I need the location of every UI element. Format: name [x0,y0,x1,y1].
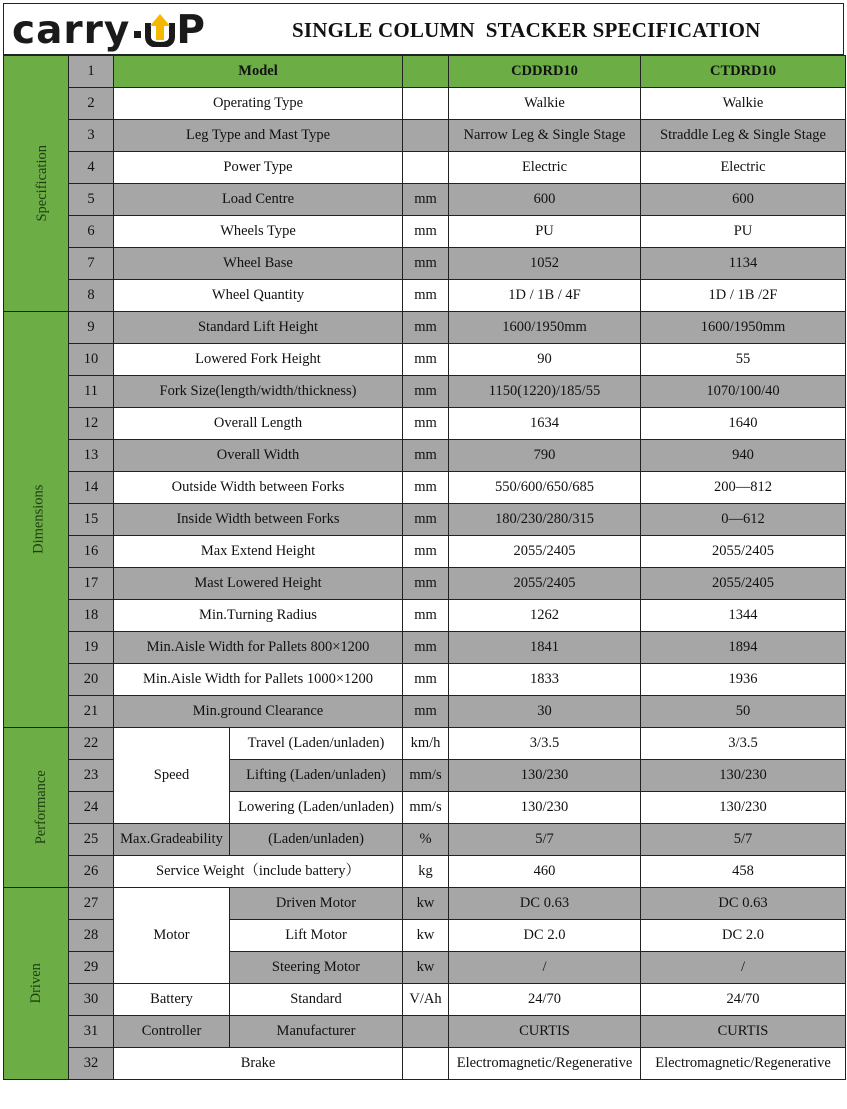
value-1: Electric [449,152,641,184]
row-label: Standard [230,984,403,1016]
row-number: 23 [69,760,114,792]
row-number: 19 [69,632,114,664]
value-1: 3/3.5 [449,728,641,760]
table-row [4,888,846,920]
row-number: 27 [69,888,114,920]
value-1: 1634 [449,408,641,440]
table-row [4,1016,846,1048]
row-label: Overall Length [114,408,403,440]
table-row [4,248,846,280]
row-label: Min.Aisle Width for Pallets 800×1200 [114,632,403,664]
value-1: DC 2.0 [449,920,641,952]
row-unit: mm [403,248,449,280]
table-row [4,600,846,632]
value-1: Electromagnetic/Regenerative [449,1048,641,1080]
row-label: Steering Motor [230,952,403,984]
section-specification: Specification [4,56,69,312]
table-row [4,216,846,248]
row-label: Outside Width between Forks [114,472,403,504]
value-2: Electromagnetic/Regenerative [641,1048,846,1080]
row-number: 6 [69,216,114,248]
model-2: CTDRD10 [641,56,846,88]
value-1: PU [449,216,641,248]
row-number: 8 [69,280,114,312]
row-number: 14 [69,472,114,504]
row-unit: mm [403,216,449,248]
table-row [4,696,846,728]
value-1: 2055/2405 [449,536,641,568]
value-2: 1936 [641,664,846,696]
value-2: 55 [641,344,846,376]
row-number: 15 [69,504,114,536]
group-max-gradeability: Max.Gradeability [114,824,230,856]
row-number: 10 [69,344,114,376]
value-2: 1640 [641,408,846,440]
value-2: 50 [641,696,846,728]
row-unit: mm [403,184,449,216]
value-1: 2055/2405 [449,568,641,600]
value-2: 1600/1950mm [641,312,846,344]
table-row [4,632,846,664]
row-unit [403,1016,449,1048]
table-row [4,472,846,504]
logo-dot [134,31,141,38]
row-label: Wheel Quantity [114,280,403,312]
row-unit: mm [403,536,449,568]
row-number: 1 [69,56,114,88]
value-1: 1D / 1B / 4F [449,280,641,312]
table-row [4,504,846,536]
row-number: 17 [69,568,114,600]
row-number: 30 [69,984,114,1016]
value-2: 600 [641,184,846,216]
row-number: 5 [69,184,114,216]
value-2: 1344 [641,600,846,632]
value-1: DC 0.63 [449,888,641,920]
row-unit: km/h [403,728,449,760]
value-1: 1600/1950mm [449,312,641,344]
row-label: Wheels Type [114,216,403,248]
value-1: Narrow Leg & Single Stage [449,120,641,152]
value-1: 1052 [449,248,641,280]
value-2: 1D / 1B /2F [641,280,846,312]
row-unit: mm [403,312,449,344]
table-row [4,536,846,568]
value-2: 200—812 [641,472,846,504]
row-number: 3 [69,120,114,152]
value-1: 1150(1220)/185/55 [449,376,641,408]
logo-up [145,7,206,53]
row-number: 28 [69,920,114,952]
value-2: CURTIS [641,1016,846,1048]
table-row [4,824,846,856]
table-row [4,568,846,600]
row-label: Min.Aisle Width for Pallets 1000×1200 [114,664,403,696]
group-battery: Battery [114,984,230,1016]
row-label: (Laden/unladen) [230,824,403,856]
section-driven: Driven [4,888,69,1080]
row-unit: V/Ah [403,984,449,1016]
table-row [4,344,846,376]
row-number: 26 [69,856,114,888]
table-row [4,1048,846,1080]
table-row [4,728,846,760]
row-unit: mm [403,344,449,376]
row-label: Leg Type and Mast Type [114,120,403,152]
value-2: 458 [641,856,846,888]
value-2: 3/3.5 [641,728,846,760]
table-row [4,440,846,472]
row-number: 16 [69,536,114,568]
value-2: DC 2.0 [641,920,846,952]
row-label: Standard Lift Height [114,312,403,344]
row-unit: mm/s [403,760,449,792]
value-2: Electric [641,152,846,184]
value-1: 460 [449,856,641,888]
row-label: Load Centre [114,184,403,216]
up-arrow-icon [145,13,175,47]
row-unit [403,120,449,152]
row-label: Driven Motor [230,888,403,920]
value-2: Walkie [641,88,846,120]
row-number: 29 [69,952,114,984]
spec-table [3,55,846,1080]
row-label: Fork Size(length/width/thickness) [114,376,403,408]
row-unit [403,1048,449,1080]
row-label: Power Type [114,152,403,184]
row-label: Lowered Fork Height [114,344,403,376]
row-unit: kw [403,920,449,952]
value-2: 130/230 [641,760,846,792]
page-header [3,3,844,55]
row-number: 12 [69,408,114,440]
row-unit: kw [403,888,449,920]
value-1: 5/7 [449,824,641,856]
row-label: Mast Lowered Height [114,568,403,600]
value-1: 790 [449,440,641,472]
row-label: Lowering (Laden/unladen) [230,792,403,824]
row-unit: mm [403,696,449,728]
model-1: CDDRD10 [449,56,641,88]
table-row [4,664,846,696]
row-label: Model [114,56,403,88]
row-number: 25 [69,824,114,856]
value-1: 130/230 [449,792,641,824]
row-label: Lifting (Laden/unladen) [230,760,403,792]
row-number: 13 [69,440,114,472]
logo-text-carry: carry [12,7,131,53]
value-1: 24/70 [449,984,641,1016]
row-unit: mm [403,600,449,632]
value-2: Straddle Leg & Single Stage [641,120,846,152]
row-number: 11 [69,376,114,408]
row-number: 20 [69,664,114,696]
row-unit: % [403,824,449,856]
row-label: Lift Motor [230,920,403,952]
row-unit: mm [403,504,449,536]
row-label: Min.ground Clearance [114,696,403,728]
value-1: 1841 [449,632,641,664]
row-unit: mm [403,440,449,472]
row-number: 2 [69,88,114,120]
table-row [4,56,846,88]
row-unit: mm [403,280,449,312]
row-unit [403,88,449,120]
value-1: 90 [449,344,641,376]
table-row [4,88,846,120]
row-label: Max Extend Height [114,536,403,568]
value-2: 1134 [641,248,846,280]
row-label: Service Weight（include battery） [114,856,403,888]
value-2: 2055/2405 [641,536,846,568]
row-label: Overall Width [114,440,403,472]
value-1: 550/600/650/685 [449,472,641,504]
row-unit: mm [403,664,449,696]
value-2: 0—612 [641,504,846,536]
value-1: 1833 [449,664,641,696]
value-2: 1894 [641,632,846,664]
value-2: PU [641,216,846,248]
group-controller: Controller [114,1016,230,1048]
value-1: 600 [449,184,641,216]
value-2: DC 0.63 [641,888,846,920]
table-row [4,376,846,408]
row-unit: kg [403,856,449,888]
row-unit [403,152,449,184]
value-1: / [449,952,641,984]
row-label: Wheel Base [114,248,403,280]
value-2: 130/230 [641,792,846,824]
table-row [4,184,846,216]
table-row [4,856,846,888]
value-1: 1262 [449,600,641,632]
table-row [4,152,846,184]
value-1: Walkie [449,88,641,120]
value-1: 130/230 [449,760,641,792]
row-number: 7 [69,248,114,280]
carry-up-logo [12,7,206,53]
logo-text-p: P [176,7,206,53]
row-label: Inside Width between Forks [114,504,403,536]
row-unit: mm/s [403,792,449,824]
table-row [4,408,846,440]
row-number: 31 [69,1016,114,1048]
value-2: 24/70 [641,984,846,1016]
row-unit: kw [403,952,449,984]
row-unit [403,56,449,88]
row-unit: mm [403,568,449,600]
row-number: 32 [69,1048,114,1080]
value-2: / [641,952,846,984]
row-number: 9 [69,312,114,344]
page-title: SINGLE COLUMN STACKER SPECIFICATION [292,18,761,42]
row-number: 4 [69,152,114,184]
section-performance: Performance [4,728,69,888]
row-label: Operating Type [114,88,403,120]
value-2: 940 [641,440,846,472]
row-unit: mm [403,376,449,408]
table-row [4,984,846,1016]
row-label: Brake [114,1048,403,1080]
value-2: 5/7 [641,824,846,856]
row-unit: mm [403,632,449,664]
table-row [4,120,846,152]
table-row [4,280,846,312]
row-number: 21 [69,696,114,728]
value-1: CURTIS [449,1016,641,1048]
row-label: Travel (Laden/unladen) [230,728,403,760]
group-motor: Motor [114,888,230,984]
table-row [4,312,846,344]
value-2: 1070/100/40 [641,376,846,408]
row-label: Manufacturer [230,1016,403,1048]
row-number: 24 [69,792,114,824]
value-2: 2055/2405 [641,568,846,600]
row-unit: mm [403,408,449,440]
row-label: Min.Turning Radius [114,600,403,632]
value-1: 180/230/280/315 [449,504,641,536]
value-1: 30 [449,696,641,728]
group-speed: Speed [114,728,230,824]
row-number: 18 [69,600,114,632]
row-number: 22 [69,728,114,760]
section-dimensions: Dimensions [4,312,69,728]
row-unit: mm [403,472,449,504]
